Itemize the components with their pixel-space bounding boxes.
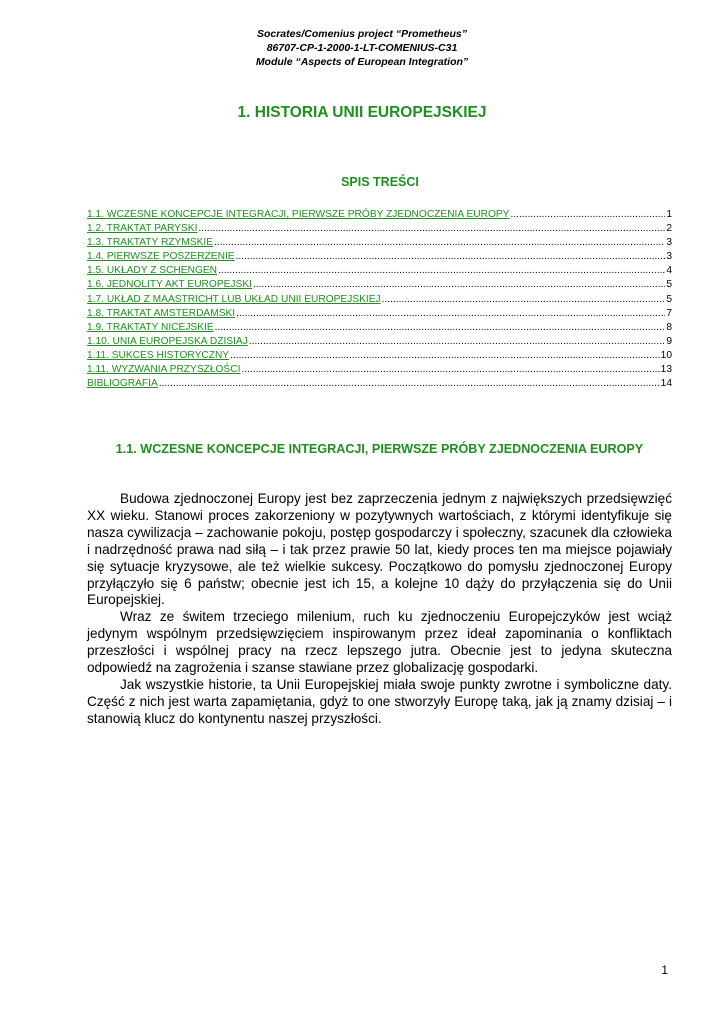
- toc-leader-dots: [236, 250, 666, 264]
- toc-entry[interactable]: [87, 363, 672, 377]
- toc-leader-dots: [236, 307, 665, 321]
- toc-entry[interactable]: [87, 222, 672, 236]
- section-title: 1.1. WCZESNE KONCEPCJE INTEGRACJI, PIERWSZE PRÓBY ZJEDNOCZENIA EUROPY: [115, 442, 644, 456]
- toc-entry-label[interactable]: 1.1. WCZESNE KONCEPCJE INTEGRACJI, PIERWSZE PRÓBY ZJEDNOCZENIA EUROPY: [87, 209, 510, 220]
- toc-entry-label[interactable]: 1.8. TRAKTAT AMSTERDAMSKI: [87, 307, 236, 319]
- toc-leader-dots: [510, 208, 665, 222]
- header-module-line: Module “Aspects of European Integration”: [255, 56, 469, 68]
- toc-leader-dots: [230, 349, 660, 363]
- toc-entry-page: 4: [666, 265, 672, 277]
- toc-entry-label[interactable]: 1.3. TRAKTATY RZYMSKIE: [87, 237, 214, 249]
- toc-entry[interactable]: [87, 321, 672, 335]
- toc-leader-dots: [249, 335, 666, 349]
- toc-entry-page: 7: [666, 307, 672, 319]
- toc-entry[interactable]: [87, 264, 672, 278]
- toc-entry-label[interactable]: 1.11. WYZWANIA PRZYSZŁOŚCI: [87, 364, 241, 376]
- toc-leader-dots: [214, 236, 665, 250]
- body-paragraph: Budowa zjednoczonej Europy jest bez zaprzeczenia jednym z największych przedsięwzięć XX wieku. Stanowi proces zakorzeniony w pozytywnych wartościach, z którymi identyfikuje się nasza cywilizacja – zachowanie pokoju, postęp gospodarczy i społeczny, szacunek dla człowieka i nadrzędność prawa nad siłą – i tak przez prawie 50 lat, kiedy proces ten ma miejsce pojawiały się sytuacje kryzysowe, ale też wielkie sukcesy. Początkowo do pomysłu zjednoczonej Europy przyłączyło się 6 państw; obecnie jest ich 15, a kolejne 10 dąży do przyłączenia się do Unii Europejskiej.: [87, 491, 672, 608]
- toc-entry-page: 10: [660, 349, 672, 361]
- toc-entry[interactable]: [87, 377, 672, 391]
- toc-entry-page: 2: [666, 223, 672, 235]
- toc-entry[interactable]: [87, 236, 672, 250]
- toc-entry[interactable]: [87, 307, 672, 321]
- toc-leader-dots: [159, 377, 660, 391]
- table-of-contents: [87, 208, 672, 391]
- header-project-line: Socrates/Comenius project “Prometheus”: [256, 28, 468, 40]
- toc-entry-label[interactable]: 1.11. SUKCES HISTORYCZNY: [87, 349, 230, 361]
- toc-entry-page: 5: [666, 293, 672, 305]
- toc-entry-page: 8: [666, 321, 672, 333]
- toc-entry-label[interactable]: 1.6. JEDNOLITY AKT EUROPEJSKI: [87, 279, 252, 291]
- section-body: [87, 491, 672, 728]
- toc-leader-dots: [241, 363, 659, 377]
- toc-entry-label[interactable]: 1.2. TRAKTAT PARYSKI: [87, 223, 198, 235]
- toc-leader-dots: [198, 222, 665, 236]
- toc-entry[interactable]: [87, 250, 672, 264]
- body-paragraph: Jak wszystkie historie, ta Unii Europejskiej miała swoje punkty zwrotne i symboliczne daty. Część z nich jest warta zapamiętania, gdyż to one stworzyły Europę taką, jak ją znamy dzisiaj – i stanowią klucz do kontynentu naszej przyszłości.: [87, 676, 672, 726]
- toc-entry-page: 13: [660, 364, 672, 376]
- toc-entry[interactable]: [87, 335, 672, 349]
- toc-entry-page: 1: [666, 209, 672, 220]
- toc-entry[interactable]: [87, 278, 672, 292]
- toc-entry[interactable]: [87, 349, 672, 363]
- toc-entry-page: 9: [666, 335, 672, 347]
- toc-leader-dots: [253, 278, 665, 292]
- toc-entry[interactable]: [87, 208, 672, 222]
- toc-entry-label[interactable]: 1.7. UKŁAD Z MAASTRICHT LUB UKŁAD UNII EUROPEJSKIEJ: [87, 293, 381, 305]
- toc-leader-dots: [215, 321, 666, 335]
- toc-entry[interactable]: [87, 293, 672, 307]
- toc-entry-page: 5: [666, 279, 672, 291]
- page-header: [0, 27, 724, 69]
- toc-entry-label[interactable]: 1.9. TRAKTATY NICEJSKIE: [87, 321, 214, 333]
- toc-entry-label[interactable]: 1.10. UNIA EUROPEJSKA DZISIAJ: [87, 335, 248, 347]
- toc-entry-page: 3: [666, 237, 672, 249]
- chapter-title: 1. HISTORIA UNII EUROPEJSKIEJ: [237, 104, 487, 121]
- toc-entry-label[interactable]: BIBLIOGRAFIA: [87, 378, 158, 390]
- toc-entry-label[interactable]: 1.5. UKŁADY Z SCHENGEN: [87, 265, 218, 277]
- toc-title: SPIS TREŚCI: [341, 175, 419, 189]
- toc-entry-page: 14: [660, 378, 672, 390]
- toc-leader-dots: [382, 293, 666, 307]
- page-number: 1: [661, 963, 668, 977]
- toc-entry-label[interactable]: 1.4. PIERWSZE POSZERZENIE: [87, 251, 235, 263]
- header-code-line: 86707-CP-1-2000-1-LT-COMENIUS-C31: [266, 42, 458, 54]
- toc-entry-page: 3: [666, 251, 672, 263]
- toc-leader-dots: [218, 264, 665, 278]
- body-paragraph: Wraz ze świtem trzeciego milenium, ruch ku zjednoczeniu Europejczyków jest wciąż jedynym wspólnym przedsięwzięciem inspirowanym przez ideał zapominania o konfliktach przeszłości i wspólnej pracy na rzecz lepszego jutra. Obecnie jest to jedyna skuteczna odpowiedź na zagrożenia i szanse stawiane przez globalizację gospodarki.: [87, 609, 672, 676]
